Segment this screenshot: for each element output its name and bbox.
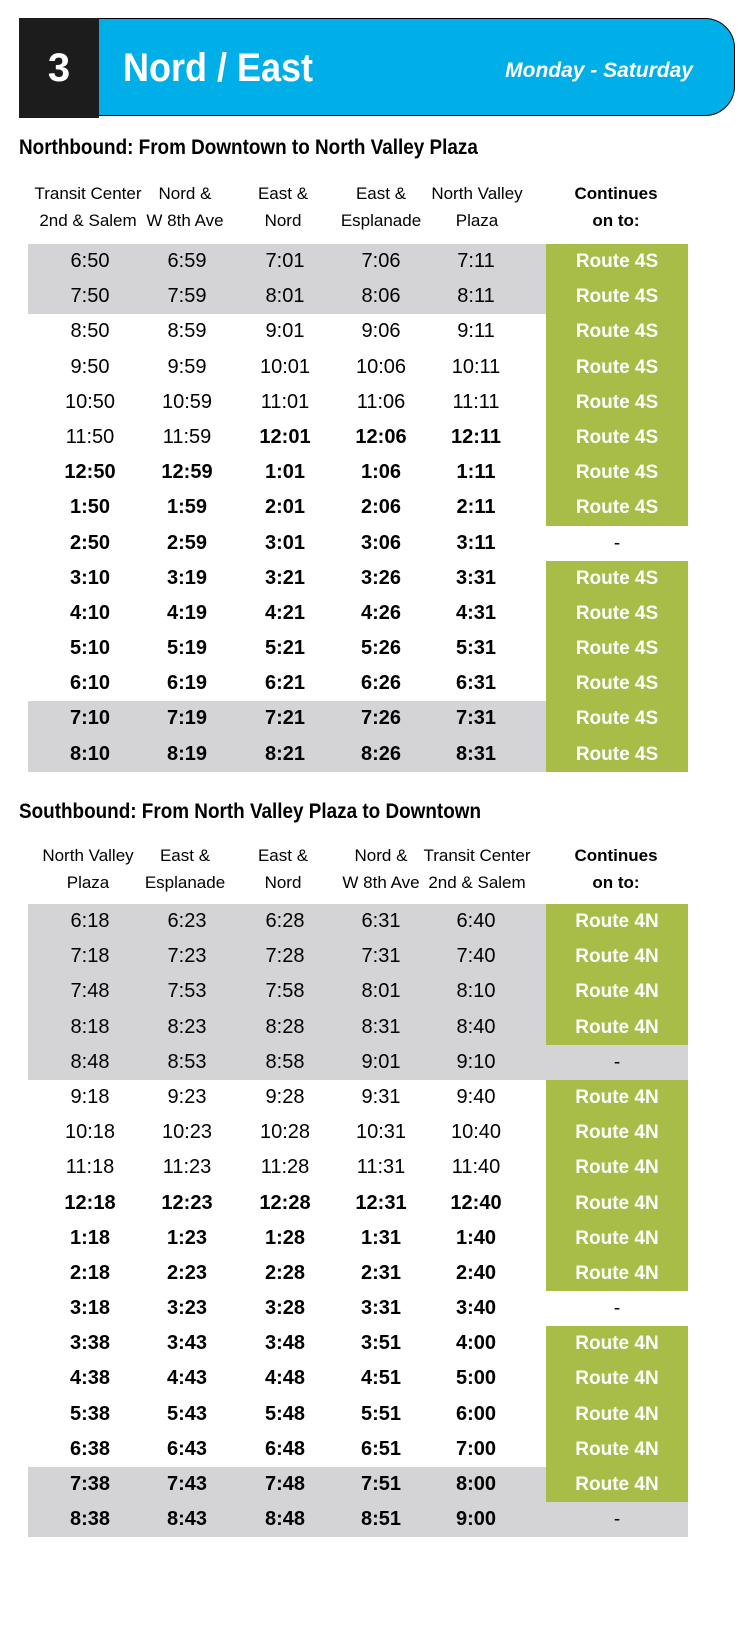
time-cell: 3:48 [264, 1332, 306, 1355]
route-header [19, 18, 737, 118]
time-cell: 1:40 [455, 1226, 497, 1249]
route-number-box [19, 18, 99, 118]
column-header-line: W 8th Ave [146, 211, 224, 230]
time-cell: 5:19 [166, 637, 208, 660]
table-row [28, 1432, 688, 1467]
time-cell: 4:19 [166, 601, 208, 624]
time-cell: 6:00 [455, 1402, 497, 1425]
time-cell: 8:18 [70, 1015, 110, 1038]
time-cell: 2:11 [456, 496, 496, 519]
time-cell: 11:50 [65, 425, 115, 448]
time-cell: 12:31 [355, 1191, 407, 1214]
time-cell: 8:48 [70, 1050, 110, 1073]
time-cell: 9:06 [361, 320, 401, 343]
table-row [28, 314, 688, 349]
time-cell: 8:01 [361, 980, 401, 1003]
time-cell: 2:23 [166, 1261, 208, 1284]
time-cell: 1:11 [456, 461, 496, 484]
time-cell: 3:28 [264, 1297, 306, 1320]
table-row [28, 904, 688, 939]
southbound-column-header [412, 842, 542, 896]
time-cell: 9:40 [456, 1085, 496, 1108]
table-row [28, 701, 688, 736]
time-cell: 10:50 [64, 390, 116, 413]
time-cell: 8:31 [455, 742, 497, 765]
time-cell: 10:11 [451, 355, 501, 378]
time-cell: 6:28 [265, 910, 305, 932]
time-cell: 7:28 [265, 945, 305, 968]
column-header-line: Continues [574, 184, 658, 203]
table-row [28, 350, 688, 385]
time-cell: 5:21 [264, 637, 306, 660]
time-cell: 1:50 [69, 496, 111, 519]
time-cell: 8:19 [166, 742, 208, 765]
time-cell: 3:23 [166, 1297, 208, 1320]
column-header-line: Plaza [455, 211, 499, 230]
time-cell: 3:18 [69, 1297, 111, 1320]
time-cell: 5:31 [455, 637, 497, 660]
time-cell: 8:26 [360, 742, 402, 765]
time-cell: 4:00 [455, 1332, 497, 1355]
time-cell: 3:06 [360, 531, 402, 554]
time-cell: 3:40 [455, 1297, 497, 1320]
table-row [28, 939, 688, 974]
time-cell: 8:40 [456, 1015, 496, 1038]
time-cell: 6:43 [166, 1437, 208, 1460]
time-cell: 7:11 [457, 250, 495, 272]
continues-route-badge: Route 4N [546, 1010, 688, 1045]
column-header-line: Plaza [66, 873, 110, 892]
table-row [28, 244, 688, 279]
continues-route-badge: Route 4S [546, 490, 688, 525]
table-row [28, 631, 688, 666]
time-cell: 6:23 [167, 910, 207, 932]
time-cell: 9:11 [457, 320, 495, 343]
time-cell: 11:23 [162, 1156, 212, 1179]
continues-route-badge: Route 4S [546, 244, 688, 279]
table-row [28, 1291, 688, 1326]
time-cell: 2:06 [360, 496, 402, 519]
time-cell: 6:48 [264, 1437, 306, 1460]
table-row [28, 596, 688, 631]
time-cell: 3:31 [455, 566, 497, 589]
time-cell: 9:50 [70, 355, 110, 378]
table-row [28, 1397, 688, 1432]
column-header-line: Continues [574, 846, 658, 865]
column-header-line: East & [159, 846, 211, 865]
time-cell: 7:53 [167, 980, 207, 1003]
southbound-column-headers [19, 842, 709, 896]
time-cell: 9:31 [361, 1085, 401, 1108]
time-cell: 1:01 [264, 461, 306, 484]
table-row [28, 561, 688, 596]
time-cell: 1:06 [360, 461, 402, 484]
time-cell: 8:10 [69, 742, 111, 765]
table-row [28, 1467, 688, 1502]
time-cell: 1:59 [166, 496, 208, 519]
time-cell: 2:18 [69, 1261, 111, 1284]
continues-route-badge: Route 4N [546, 1186, 688, 1221]
southbound-column-header [551, 842, 681, 896]
time-cell: 8:53 [167, 1050, 207, 1073]
time-cell: 11:01 [260, 390, 310, 413]
time-cell: 4:10 [69, 601, 111, 624]
table-row [28, 1045, 688, 1080]
time-cell: 1:28 [264, 1226, 306, 1249]
time-cell: 7:10 [69, 707, 111, 730]
northbound-column-header [551, 180, 681, 234]
continues-route-badge: Route 4S [546, 737, 688, 772]
continues-route-badge: Route 4S [546, 279, 688, 314]
time-cell: 2:40 [455, 1261, 497, 1284]
continues-route-badge: Route 4S [546, 314, 688, 349]
time-cell: 9:28 [265, 1085, 305, 1108]
time-cell: 5:26 [360, 637, 402, 660]
table-row [28, 1186, 688, 1221]
table-row [28, 737, 688, 772]
time-cell: 8:11 [457, 285, 495, 308]
northbound-column-header [412, 180, 542, 234]
table-row [28, 1150, 688, 1185]
table-row [28, 1221, 688, 1256]
continues-route-badge: Route 4N [546, 904, 688, 939]
time-cell: 5:38 [69, 1402, 111, 1425]
time-cell: 3:11 [456, 531, 496, 554]
time-cell: 6:10 [69, 672, 111, 695]
time-cell: 8:59 [167, 320, 207, 343]
time-cell: 12:01 [259, 425, 311, 448]
time-cell: 7:31 [361, 945, 401, 968]
time-cell: 7:59 [167, 285, 207, 308]
table-row [28, 1115, 688, 1150]
time-cell: 7:58 [265, 980, 305, 1003]
time-cell: 3:31 [360, 1297, 402, 1320]
column-header-line: W 8th Ave [342, 873, 420, 892]
continues-route-badge: Route 4N [546, 1115, 688, 1150]
time-cell: 3:38 [69, 1332, 111, 1355]
time-cell: 5:48 [264, 1402, 306, 1425]
table-row [28, 526, 688, 561]
table-row [28, 385, 688, 420]
table-row [28, 279, 688, 314]
time-cell: 7:48 [264, 1473, 306, 1495]
time-cell: 7:21 [264, 707, 306, 730]
time-cell: 7:06 [361, 250, 401, 272]
time-cell: 3:26 [360, 566, 402, 589]
time-cell: 6:40 [456, 910, 496, 932]
continues-route-badge: Route 4N [546, 1432, 688, 1467]
time-cell: 7:18 [70, 945, 110, 968]
continues-route-badge: Route 4S [546, 596, 688, 631]
continues-route-badge: Route 4N [546, 1256, 688, 1291]
time-cell: 7:40 [456, 945, 496, 968]
column-header-line: Transit Center [34, 184, 142, 203]
table-row [28, 490, 688, 525]
continues-route-badge: Route 4N [546, 939, 688, 974]
time-cell: 12:28 [259, 1191, 311, 1214]
time-cell: 8:50 [70, 320, 110, 343]
time-cell: 7:01 [265, 250, 305, 272]
table-row [28, 666, 688, 701]
column-header-line: Esplanade [340, 211, 422, 230]
column-header-line: East & [257, 846, 309, 865]
time-cell: 11:06 [356, 390, 406, 413]
table-row [28, 455, 688, 490]
time-cell: 3:10 [69, 566, 111, 589]
column-header-line: East & [257, 184, 309, 203]
time-cell: 7:26 [360, 707, 402, 730]
time-cell: 1:23 [166, 1226, 208, 1249]
time-cell: 5:51 [360, 1402, 402, 1425]
column-header-line: Esplanade [144, 873, 226, 892]
column-header-line: Nord [264, 873, 302, 892]
time-cell: 10:23 [161, 1121, 213, 1144]
southbound-timetable [28, 904, 688, 1537]
time-cell: 6:19 [166, 672, 208, 695]
time-cell: 6:51 [360, 1437, 402, 1460]
time-cell: 8:38 [69, 1508, 111, 1531]
time-cell: 12:23 [161, 1191, 213, 1214]
column-header-line: Nord [264, 211, 302, 230]
column-header-line: 2nd & Salem [428, 873, 526, 892]
time-cell: 7:23 [167, 945, 207, 968]
time-cell: 9:01 [361, 1050, 401, 1073]
no-continuation: - [613, 532, 621, 554]
time-cell: 12:11 [450, 425, 502, 448]
southbound-title: Southbound: From North Valley Plaza to Downtown [19, 800, 481, 823]
time-cell: 7:00 [455, 1437, 497, 1460]
time-cell: 8:23 [167, 1015, 207, 1038]
time-cell: 2:59 [166, 531, 208, 554]
no-continuation: - [613, 1298, 621, 1320]
table-row [28, 1361, 688, 1396]
table-row [28, 1080, 688, 1115]
time-cell: 3:51 [360, 1332, 402, 1355]
time-cell: 12:59 [161, 461, 213, 484]
time-cell: 2:50 [69, 531, 111, 554]
time-cell: 8:06 [361, 285, 401, 308]
time-cell: 9:59 [167, 355, 207, 378]
time-cell: 10:01 [259, 355, 311, 378]
time-cell: 8:01 [265, 285, 305, 308]
time-cell: 3:19 [166, 566, 208, 589]
continues-route-badge: Route 4N [546, 1080, 688, 1115]
time-cell: 7:19 [166, 707, 208, 730]
time-cell: 7:48 [70, 980, 110, 1003]
time-cell: 12:50 [64, 461, 116, 484]
time-cell: 10:28 [259, 1121, 311, 1144]
service-days: Monday - Saturday [505, 59, 693, 82]
time-cell: 5:00 [455, 1367, 497, 1390]
time-cell: 6:38 [69, 1437, 111, 1460]
time-cell: 11:11 [452, 390, 500, 413]
table-row [28, 420, 688, 455]
column-header-line: 2nd & Salem [39, 211, 137, 230]
time-cell: 8:00 [455, 1473, 497, 1495]
continues-route-badge: Route 4N [546, 1361, 688, 1396]
no-continuation: - [613, 1509, 621, 1531]
time-cell: 10:06 [355, 355, 407, 378]
time-cell: 6:18 [70, 910, 110, 932]
column-header-line: North Valley [42, 846, 134, 865]
time-cell: 8:43 [166, 1508, 208, 1531]
time-cell: 3:21 [264, 566, 306, 589]
continues-route-badge: Route 4S [546, 561, 688, 596]
time-cell: 11:31 [356, 1156, 406, 1179]
time-cell: 9:00 [455, 1508, 497, 1531]
time-cell: 10:31 [355, 1121, 407, 1144]
continues-route-badge: Route 4S [546, 385, 688, 420]
time-cell: 10:40 [450, 1121, 502, 1144]
column-header-line: on to: [592, 873, 640, 892]
time-cell: 6:31 [455, 672, 497, 695]
table-row [28, 1502, 688, 1537]
time-cell: 9:01 [265, 320, 305, 343]
time-cell: 11:40 [451, 1156, 501, 1179]
time-cell: 11:59 [162, 425, 212, 448]
time-cell: 12:18 [64, 1191, 116, 1214]
time-cell: 4:38 [69, 1367, 111, 1390]
time-cell: 7:31 [455, 707, 497, 730]
continues-route-badge: Route 4S [546, 701, 688, 736]
time-cell: 4:43 [166, 1367, 208, 1390]
time-cell: 4:26 [360, 601, 402, 624]
time-cell: 7:43 [166, 1473, 208, 1495]
time-cell: 3:01 [264, 531, 306, 554]
time-cell: 4:21 [264, 601, 306, 624]
time-cell: 6:31 [361, 910, 401, 932]
time-cell: 3:43 [166, 1332, 208, 1355]
continues-route-badge: Route 4N [546, 1397, 688, 1432]
column-header-line: Nord & [158, 184, 212, 203]
time-cell: 12:06 [355, 425, 407, 448]
time-cell: 6:50 [70, 250, 110, 272]
table-row [28, 974, 688, 1009]
time-cell: 2:01 [264, 496, 306, 519]
table-row [28, 1326, 688, 1361]
northbound-title: Northbound: From Downtown to North Valley Plaza [19, 136, 478, 159]
route-name: Nord / East [123, 45, 314, 90]
time-cell: 4:48 [264, 1367, 306, 1390]
time-cell: 2:31 [360, 1261, 402, 1284]
time-cell: 2:28 [264, 1261, 306, 1284]
time-cell: 8:28 [265, 1015, 305, 1038]
time-cell: 4:31 [455, 601, 497, 624]
continues-route-badge: Route 4S [546, 666, 688, 701]
continues-route-badge: Route 4N [546, 1221, 688, 1256]
continues-route-badge: Route 4S [546, 420, 688, 455]
column-header-line: North Valley [431, 184, 523, 203]
time-cell: 7:50 [70, 285, 110, 308]
no-continuation: - [613, 1051, 621, 1073]
time-cell: 8:21 [264, 742, 306, 765]
column-header-line: East & [355, 184, 407, 203]
time-cell: 11:28 [260, 1156, 310, 1179]
time-cell: 9:10 [456, 1050, 496, 1073]
time-cell: 10:18 [64, 1121, 116, 1144]
continues-route-badge: Route 4S [546, 455, 688, 490]
continues-route-badge: Route 4N [546, 1467, 688, 1502]
time-cell: 9:23 [167, 1085, 207, 1108]
time-cell: 7:51 [360, 1473, 402, 1495]
time-cell: 8:10 [456, 980, 496, 1003]
time-cell: 6:59 [167, 250, 207, 272]
continues-route-badge: Route 4S [546, 631, 688, 666]
time-cell: 5:10 [69, 637, 111, 660]
continues-route-badge: Route 4N [546, 1150, 688, 1185]
continues-route-badge: Route 4N [546, 974, 688, 1009]
time-cell: 6:21 [264, 672, 306, 695]
time-cell: 1:31 [360, 1226, 402, 1249]
column-header-line: on to: [592, 211, 640, 230]
continues-route-badge: Route 4N [546, 1326, 688, 1361]
table-row [28, 1010, 688, 1045]
continues-route-badge: Route 4S [546, 350, 688, 385]
route-number: 3 [47, 45, 71, 90]
column-header-line: Transit Center [423, 846, 531, 865]
time-cell: 6:26 [360, 672, 402, 695]
northbound-column-headers [19, 180, 709, 234]
time-cell: 8:58 [265, 1050, 305, 1073]
time-cell: 11:18 [65, 1156, 115, 1179]
time-cell: 8:48 [264, 1508, 306, 1531]
table-row [28, 1256, 688, 1291]
time-cell: 4:51 [360, 1367, 402, 1390]
time-cell: 7:38 [69, 1473, 111, 1495]
time-cell: 1:18 [69, 1226, 111, 1249]
time-cell: 10:59 [161, 390, 213, 413]
column-header-line: Nord & [354, 846, 408, 865]
time-cell: 5:43 [166, 1402, 208, 1425]
time-cell: 8:31 [361, 1015, 401, 1038]
northbound-timetable [28, 244, 688, 772]
time-cell: 12:40 [450, 1191, 502, 1214]
time-cell: 9:18 [70, 1085, 110, 1108]
time-cell: 8:51 [360, 1508, 402, 1531]
